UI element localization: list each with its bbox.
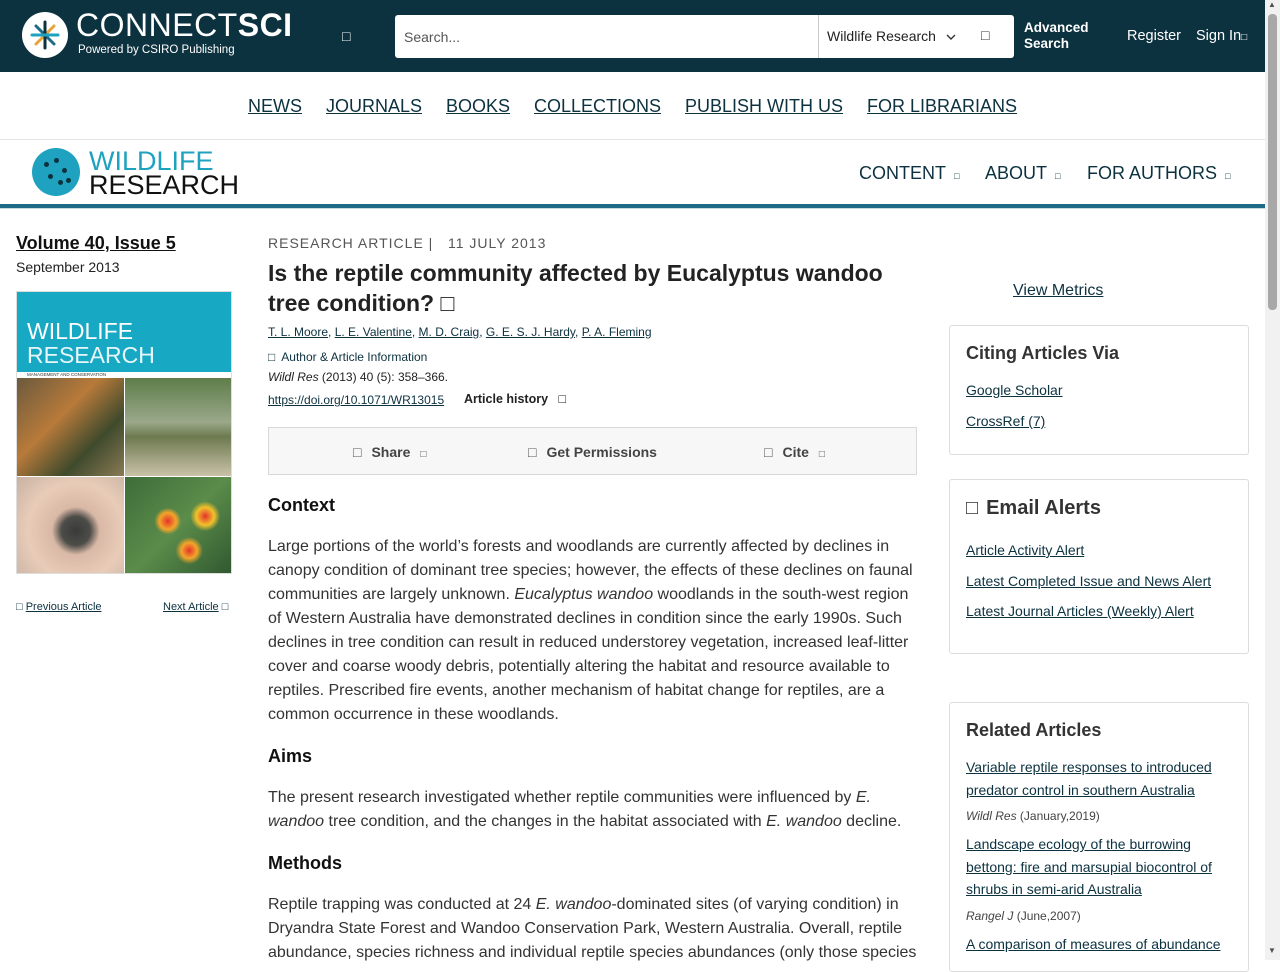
quote-icon: □ <box>764 444 773 460</box>
related-articles-title: Related Articles <box>966 720 1102 740</box>
author-link[interactable]: G. E. S. J. Hardy <box>485 325 576 339</box>
email-alerts-label: Email Alerts <box>986 497 1101 519</box>
paragraph-methods <box>268 893 918 965</box>
author-link[interactable]: L. E. Valentine <box>334 325 412 339</box>
open-access-icon: □ <box>440 290 455 316</box>
view-metrics-link[interactable]: View Metrics <box>1013 282 1104 299</box>
related-article-title: Variable reptile responses to introduced predator control in southern Australia <box>966 759 1212 798</box>
chevron-down-icon: □ <box>954 171 960 181</box>
brand-wordmark[interactable]: CONNECTSCI <box>76 7 293 43</box>
email-alerts-title <box>966 497 1101 520</box>
cover-photo-heatmap <box>125 477 232 574</box>
alert-link-article-activity[interactable]: Article Activity Alert <box>966 542 1085 558</box>
advanced-search-link[interactable]: Advanced Search <box>1024 20 1089 51</box>
nav-journals[interactable]: JOURNALS <box>326 96 423 116</box>
journal-logo-line2[interactable]: RESEARCH <box>89 170 240 200</box>
methods-species: E. wandoo <box>535 896 612 913</box>
cite-button[interactable] <box>764 444 825 460</box>
related-article-title: Landscape ecology of the burrowing bettong: fire and marsupial biocontrol of shrubs in semi-arid Australia <box>966 836 1212 897</box>
search-scope-label: Wildlife Research <box>827 28 936 44</box>
article-history-label: Article history <box>464 392 549 406</box>
paw-prints-icon[interactable] <box>32 148 80 196</box>
expand-icon: □ <box>558 392 567 406</box>
journal-header <box>0 141 1265 205</box>
author-link[interactable]: T. L. Moore <box>268 325 329 339</box>
brand-subtitle: Powered by CSIRO Publishing <box>78 44 235 56</box>
methods-text-b: -dominated sites (of varying condition) in Dryandra State Forest and Wandoo Conservation Park, Western Australia. Overall, reptile abundance, species richness and individual reptile species abundances (only those species <box>268 896 917 961</box>
chevron-right-icon: □ <box>218 601 229 613</box>
nav-for-librarians[interactable]: FOR LIBRARIANS <box>867 96 1018 116</box>
alert-link-weekly[interactable]: Latest Journal Articles (Weekly) Alert <box>966 603 1194 619</box>
related-article-link[interactable] <box>966 833 1236 901</box>
chevron-down-icon <box>946 33 956 41</box>
email-alerts-card <box>949 479 1249 654</box>
journal-nav-for-authors[interactable] <box>1087 163 1230 184</box>
article-meta <box>268 235 546 251</box>
bell-icon: □ <box>966 497 979 519</box>
cover-subtitle: MANAGEMENT AND CONSERVATION <box>27 372 107 377</box>
paragraph-context <box>268 535 918 727</box>
aims-text-a: The present research investigated whether reptile communities were influenced by <box>268 789 856 806</box>
cover-photo-deer <box>125 378 232 476</box>
cover-photo-turtle <box>17 477 124 574</box>
next-article-label: Next Article <box>163 601 219 613</box>
issue-volume-link[interactable]: Volume 40, Issue 5 <box>16 233 176 253</box>
next-article-link[interactable] <box>163 601 228 613</box>
journal-nav-content-label: CONTENT <box>859 163 946 183</box>
search-divider <box>818 15 819 58</box>
section-heading-methods: Methods <box>268 853 342 873</box>
related-article-meta <box>966 909 1081 923</box>
author-link[interactable]: M. D. Craig <box>418 325 480 339</box>
search-icon[interactable]: □ <box>981 27 990 43</box>
nav-news[interactable]: NEWS <box>248 96 302 116</box>
cite-label: Cite <box>782 444 809 460</box>
author-list: T. L. Moore, L. E. Valentine, M. D. Craig, G. E. S. J. Hardy, P. A. Fleming <box>268 325 652 339</box>
cover-photo-fox <box>17 378 124 476</box>
menu-toggle-icon[interactable]: □ <box>342 28 351 44</box>
article-title <box>268 258 928 318</box>
citation-line <box>268 370 448 384</box>
journal-nav-about-label: ABOUT <box>985 163 1048 183</box>
site-header <box>0 0 1265 72</box>
expand-icon: □ <box>268 350 276 364</box>
journal-nav-for-authors-label: FOR AUTHORS <box>1087 163 1218 183</box>
share-label: Share <box>371 444 411 460</box>
chevron-left-icon: □ <box>16 601 26 613</box>
aims-species: E. wandoo <box>268 789 871 830</box>
nav-books[interactable]: BOOKS <box>446 96 511 116</box>
related-article-journal: Rangel J <box>966 909 1014 923</box>
doi-link[interactable]: https://doi.org/10.1071/WR13015 <box>268 393 445 407</box>
scroll-down-arrow-icon[interactable]: ▼ <box>1268 946 1276 955</box>
section-heading-context: Context <box>268 495 335 515</box>
citing-articles-card <box>949 325 1249 455</box>
citation-journal: Wildl Res <box>268 370 319 384</box>
user-icon: □ <box>1241 32 1248 43</box>
aims-species: E. wandoo <box>766 813 842 830</box>
aims-text-b: tree condition, and the changes in the habitat associated with <box>324 813 767 830</box>
context-text-b: woodlands in the south-west region of Western Australia have demonstrated declines in condition since the early 1990s. Such declines in tree condition can result in reduced understorey vegetation, increased leaf-litter cover and coarse woody debris, potentially altering the habitat and resource available to reptiles. Prescribed fire events, another mechanism of habitat change for reptiles, are a common occurrence in these woodlands. <box>268 586 909 723</box>
related-article-journal: Wildl Res <box>966 809 1017 823</box>
issue-date: September 2013 <box>16 259 120 275</box>
share-icon: □ <box>353 444 362 460</box>
get-permissions-button[interactable] <box>528 444 657 460</box>
article-toolbar <box>268 427 917 475</box>
article-type: RESEARCH ARTICLE | <box>268 235 434 251</box>
aims-text-c: decline. <box>841 813 902 830</box>
search-scope-select[interactable] <box>827 28 956 44</box>
register-link[interactable]: Register <box>1127 28 1181 44</box>
search-bar <box>395 15 1014 58</box>
issue-cover-image[interactable] <box>16 291 232 574</box>
article-title-text: Is the reptile community affected by Eucalyptus wandoo tree condition? <box>268 260 883 316</box>
paragraph-aims <box>268 786 918 834</box>
get-permissions-label: Get Permissions <box>546 444 657 460</box>
google-scholar-link[interactable]: Google Scholar <box>966 382 1063 398</box>
author-link[interactable]: P. A. Fleming <box>581 325 652 339</box>
journal-nav-content[interactable] <box>859 163 959 184</box>
journal-divider-shadow <box>0 208 1265 209</box>
cover-title-line1: WILDLIFE <box>27 318 134 344</box>
related-articles-card <box>949 702 1249 972</box>
connectsci-logo-icon[interactable] <box>22 12 68 58</box>
related-article-title: A comparison of measures of abundance <box>966 936 1221 952</box>
methods-text-a: Reptile trapping was conducted at 24 <box>268 896 536 913</box>
nav-publish-with-us[interactable]: PUBLISH WITH US <box>685 96 844 116</box>
article-history-toggle[interactable] <box>464 392 566 406</box>
search-input[interactable] <box>395 15 818 58</box>
related-article-date: (June,2007) <box>1013 909 1081 923</box>
previous-article-label: Previous Article <box>25 601 102 613</box>
nav-collections[interactable]: COLLECTIONS <box>534 96 662 116</box>
citation-details: (2013) 40 (5): 358–366. <box>318 370 448 384</box>
related-article-meta <box>966 809 1100 823</box>
section-heading-aims: Aims <box>268 746 313 766</box>
citing-articles-title: Citing Articles Via <box>966 343 1120 363</box>
sign-in-link[interactable] <box>1196 28 1247 44</box>
permissions-icon: □ <box>528 444 537 460</box>
alert-link-latest-issue[interactable]: Latest Completed Issue and News Alert <box>966 573 1212 589</box>
previous-article-link[interactable] <box>16 601 102 613</box>
author-info-toggle[interactable] <box>268 350 427 364</box>
chevron-down-icon: □ <box>1055 171 1061 181</box>
author-info-label: Author & Article Information <box>281 350 428 364</box>
scroll-up-arrow-icon[interactable]: ▲ <box>1268 0 1276 9</box>
chevron-down-icon: □ <box>1225 171 1231 181</box>
sign-in-label: Sign In <box>1196 28 1242 44</box>
global-nav <box>0 72 1265 140</box>
chevron-down-icon: □ <box>420 449 427 460</box>
related-article-date: (January,2019) <box>1016 809 1100 823</box>
scrollbar-thumb[interactable] <box>1268 14 1277 310</box>
related-article-link[interactable] <box>966 756 1236 801</box>
context-species: Eucalyptus wandoo <box>514 586 654 603</box>
journal-nav-about[interactable] <box>985 163 1060 184</box>
article-date: 11 JULY 2013 <box>447 235 547 251</box>
crossref-link[interactable]: CrossRef (7) <box>966 413 1046 429</box>
context-text-a: Large portions of the world’s forests and woodlands are currently affected by declines in canopy condition of dominant tree species; however, the effects of these declines on faunal communities are largely unknown. <box>268 538 913 603</box>
related-article-link[interactable] <box>966 933 1236 956</box>
chevron-down-icon: □ <box>818 449 825 460</box>
journal-logo-line1[interactable]: WILDLIFE <box>89 146 214 176</box>
cover-title-line2: RESEARCH <box>27 342 155 368</box>
share-button[interactable] <box>353 444 426 460</box>
